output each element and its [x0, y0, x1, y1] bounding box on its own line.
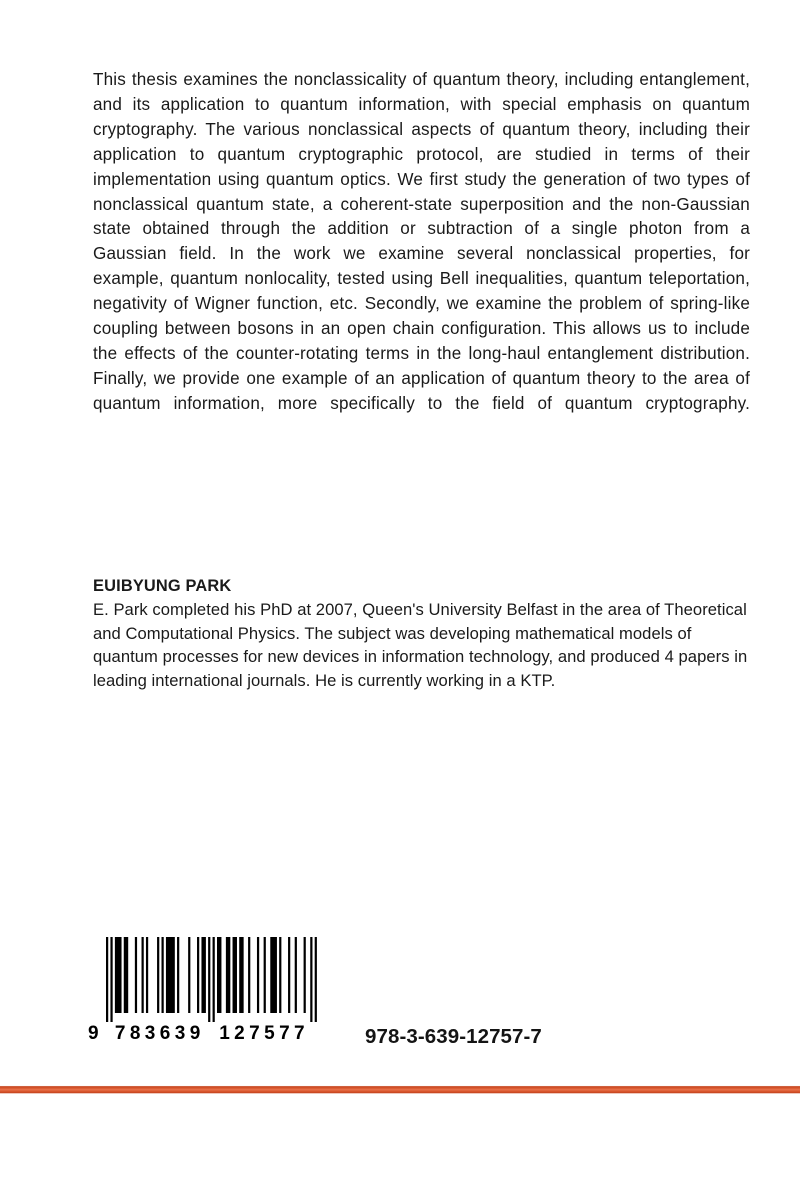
ean13-barcode-icon: [88, 930, 368, 1055]
abstract-text-block: [93, 68, 750, 442]
isbn-text: 978-3-639-12757-7: [365, 1025, 542, 1048]
author-biography: E. Park completed his PhD at 2007, Queen's University Belfast in the area of Theoretical and Computational Physics. The subject was developing mathematical models of quantum processes for new devices in information technology, and produced 4 papers in leading international journals. He is currently working in a KTP.: [93, 600, 748, 690]
author-name: EUIBYUNG PARK: [93, 577, 232, 595]
barcode-area: [88, 930, 588, 1055]
svg-text:9: 9: [88, 1023, 99, 1044]
author-block: [93, 576, 750, 692]
bottom-accent-rule: [0, 1085, 800, 1094]
abstract-paragraph: This thesis examines the nonclassicality of quantum theory, including entanglement, and its application to quantum information, with special emphasis on quantum cryptography. The various nonclassical aspects of quantum theory, including their application to quantum cryptographic protocol, are studied in terms of their implementation using quantum optics. We first study the generation of two types of nonclassical quantum state, a coherent-state superposition and the non-Gaussian state obtained through the addition or subtraction of a single photon from a Gaussian field. In the work we examine several nonclassical properties, for example, quantum nonlocality, tested using Bell inequalities, quantum teleportation, negativity of Wigner function, etc. Secondly, we examine the problem of spring-like coupling between bosons in an open chain configuration. This allows us to include the effects of the counter-rotating terms in the long-haul entanglement distribution. Finally, we provide one example of an application of quantum theory to the area of quantum information, more specifically to the field of quantum cryptography.: [93, 70, 750, 413]
svg-text:127577: 127577: [219, 1023, 310, 1044]
svg-text:783639: 783639: [114, 1023, 205, 1044]
